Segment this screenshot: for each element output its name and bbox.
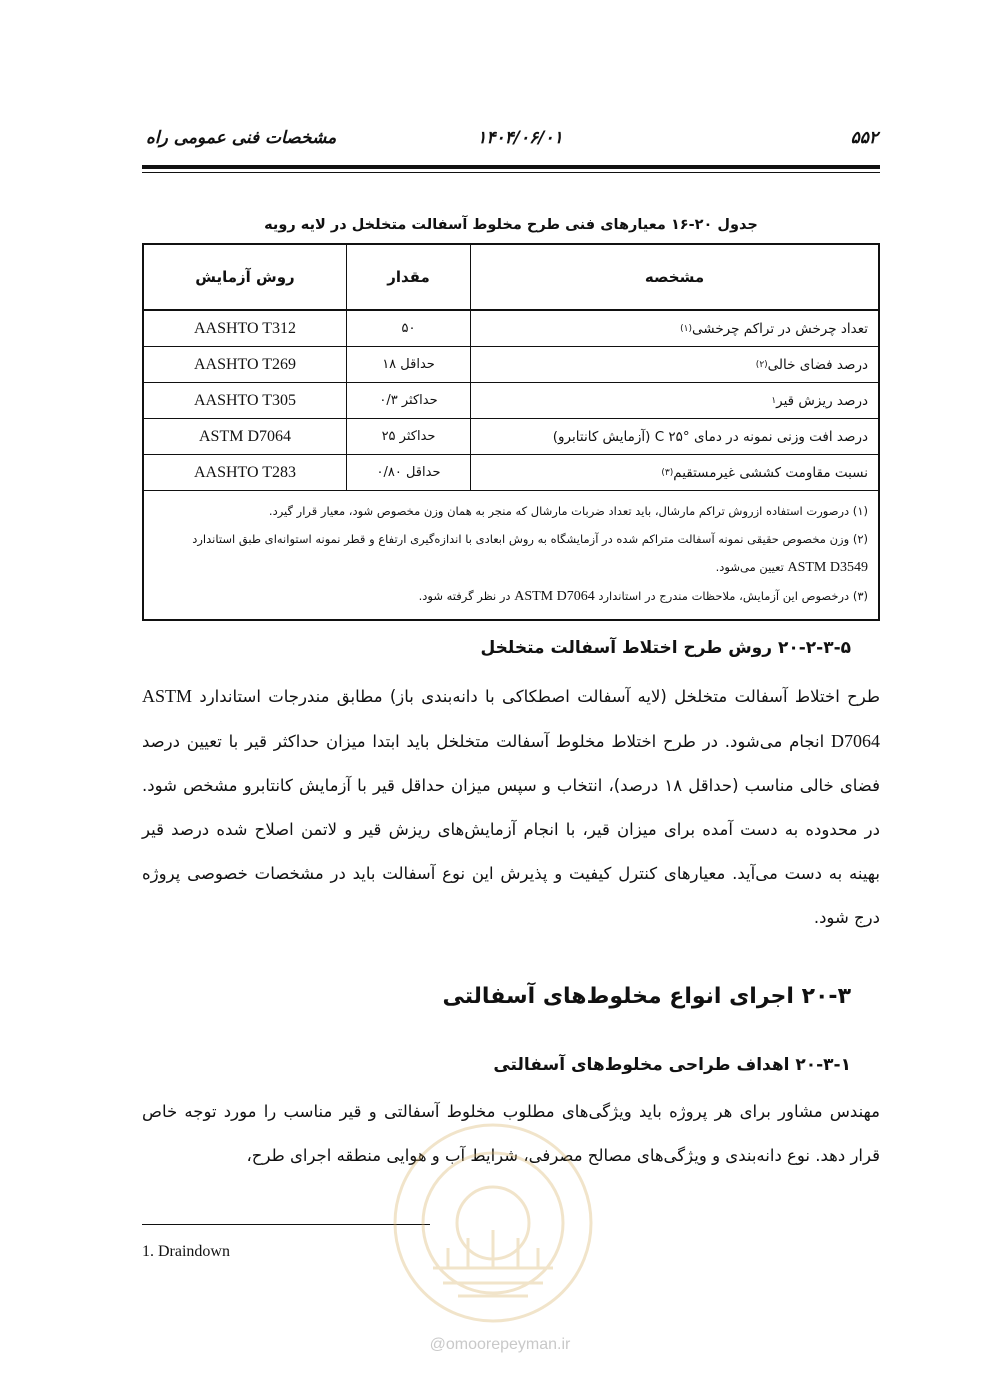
table-row bbox=[144, 311, 878, 347]
section-heading-2-3-5: ۲۰-۲-۳-۵ روش طرح اختلاط آسفالت متخلخل bbox=[480, 638, 851, 658]
header-rule-thick bbox=[142, 165, 880, 169]
table-header-row bbox=[144, 245, 878, 311]
table-notes bbox=[144, 491, 878, 619]
watermark-text: @omoorepeyman.ir bbox=[429, 1336, 571, 1353]
note-3-text-a: (۳) درخصوص این آزمایش، ملاحظات مندرج در استاندارد bbox=[598, 589, 868, 603]
body-text-2: انجام می‌شود. در طرح اختلاط مخلوط آسفالت متخلخل باید ابتدا میزان حداکثر قیر با تعیین درصد فضای خالی مناسب (حداقل ۱۸ درصد)، انتخاب و سپس میزان حداقل قیر با آزمایش کانتابرو مشخص شود. در محدوده به دست آمده برای میزان قیر، با انجام آزمایش‌های ریزش قیر و لاتمن اصلاح شده درصد قیر بهینه به دست می‌آید. معیارهای کنترل کیفیت و پذیرش این نوع آسفالت باید در مشخصات خصوصی پروژه درج شود. bbox=[142, 732, 880, 927]
cell-method: AASHTO T283 bbox=[193, 463, 297, 481]
section-body-2-3-5 bbox=[142, 674, 880, 940]
cell-method: AASHTO T305 bbox=[193, 391, 297, 409]
spec-mark: (۳) bbox=[661, 467, 674, 478]
cell-value: حداکثر ۰/۳ bbox=[346, 383, 470, 418]
spec-mark: (۲) bbox=[755, 359, 768, 370]
table-row bbox=[144, 455, 878, 491]
table-row bbox=[144, 347, 878, 383]
note-1: (۱) درصورت استفاده ازروش تراکم مارشال، باید تعداد ضربات مارشال که منجر به همان وزن مخصوص شود، معیار قرار گیرد. bbox=[268, 504, 868, 518]
cell-spec bbox=[470, 347, 878, 382]
cell-spec bbox=[470, 311, 878, 346]
cell-method: ASTM D7064 bbox=[198, 427, 291, 445]
spec-text: درصد ریزش قیر bbox=[776, 392, 868, 409]
cell-method: AASHTO T269 bbox=[193, 355, 297, 373]
note-2-text: (۲) وزن مخصوص حقیقی نمونه آسفالت متراکم شده در آزمایشگاه به روش ابعادی با اندازه‌گیری ارتفاع و قطر نمونه استوانه‌ای طبق استاندارد bbox=[192, 532, 868, 546]
section-body-3-1: مهندس مشاور برای هر پروژه باید ویژگی‌های مطلوب مخلوط آسفالتی و قیر مناسب را مورد توجه خاص قرار دهد. نوع دانه‌بندی و ویژگی‌های مصالح مصرفی، شرایط آب و هوایی منطقه اجرای طرح، bbox=[142, 1102, 880, 1165]
book-title: مشخصات فنی عمومی راه bbox=[146, 128, 337, 148]
footnote: 1. Draindown bbox=[142, 1243, 230, 1260]
body-standard: ASTM D7064 bbox=[142, 686, 880, 751]
spec-mark: ۱ bbox=[771, 395, 777, 406]
cell-method: AASHTO T312 bbox=[193, 319, 297, 337]
note-3-text-b: در نظر گرفته شود. bbox=[418, 589, 511, 603]
table-row bbox=[144, 419, 878, 455]
cell-value: ۵۰ bbox=[346, 311, 470, 346]
note-3-standard: ASTM D7064 bbox=[514, 589, 595, 604]
cell-spec bbox=[470, 419, 878, 454]
section-heading-3: ۲۰-۳ اجرای انواع مخلوط‌های آسفالتی bbox=[442, 984, 851, 1009]
cell-spec bbox=[470, 383, 878, 418]
section-heading-3-1: ۲۰-۳-۱ اهداف طراحی مخلوط‌های آسفالتی bbox=[493, 1055, 851, 1075]
note-2-end: تعیین می‌شود. bbox=[715, 560, 784, 574]
cell-value: حداکثر ۲۵ bbox=[346, 419, 470, 454]
table-row bbox=[144, 383, 878, 419]
footnote-rule bbox=[142, 1224, 430, 1225]
cell-value: حداقل ۱۸ bbox=[346, 347, 470, 382]
header-method: روش آزمایش bbox=[195, 268, 295, 286]
note-3 bbox=[154, 582, 868, 611]
note-2-standard: ASTM D3549 bbox=[787, 560, 868, 575]
criteria-table bbox=[142, 243, 880, 621]
spec-text: درصد فضای خالی bbox=[767, 356, 868, 373]
header-date: ۱۴۰۴/۰۶/۰۱ bbox=[477, 128, 563, 148]
cell-spec bbox=[470, 455, 878, 490]
header-value: مقدار bbox=[346, 245, 470, 309]
header-spec: مشخصه bbox=[470, 245, 878, 309]
page-number: ۵۵۲ bbox=[850, 128, 878, 148]
cell-value: حداقل ۰/۸۰ bbox=[346, 455, 470, 490]
table-caption: جدول ۲۰-۱۶ معیارهای فنی طرح مخلوط آسفالت متخلخل در لایه رویه bbox=[264, 217, 758, 233]
body-text-1: طرح اختلاط آسفالت متخلخل (لایه آسفالت اصطکاکی با دانه‌بندی باز) مطابق مندرجات استاندارد bbox=[199, 687, 880, 706]
watermark-seal-icon bbox=[388, 1118, 598, 1328]
spec-text: درصد افت وزنی نمونه در دمای °C ۲۵ (آزمایش کانتابرو) bbox=[552, 428, 868, 445]
spec-text: تعداد چرخش در تراکم چرخشی bbox=[692, 320, 868, 337]
spec-text: نسبت مقاومت کششی غیرمستقیم bbox=[673, 464, 868, 481]
spec-mark: (۱) bbox=[680, 323, 693, 334]
note-2 bbox=[154, 525, 868, 582]
header-rule-thin bbox=[142, 172, 880, 173]
